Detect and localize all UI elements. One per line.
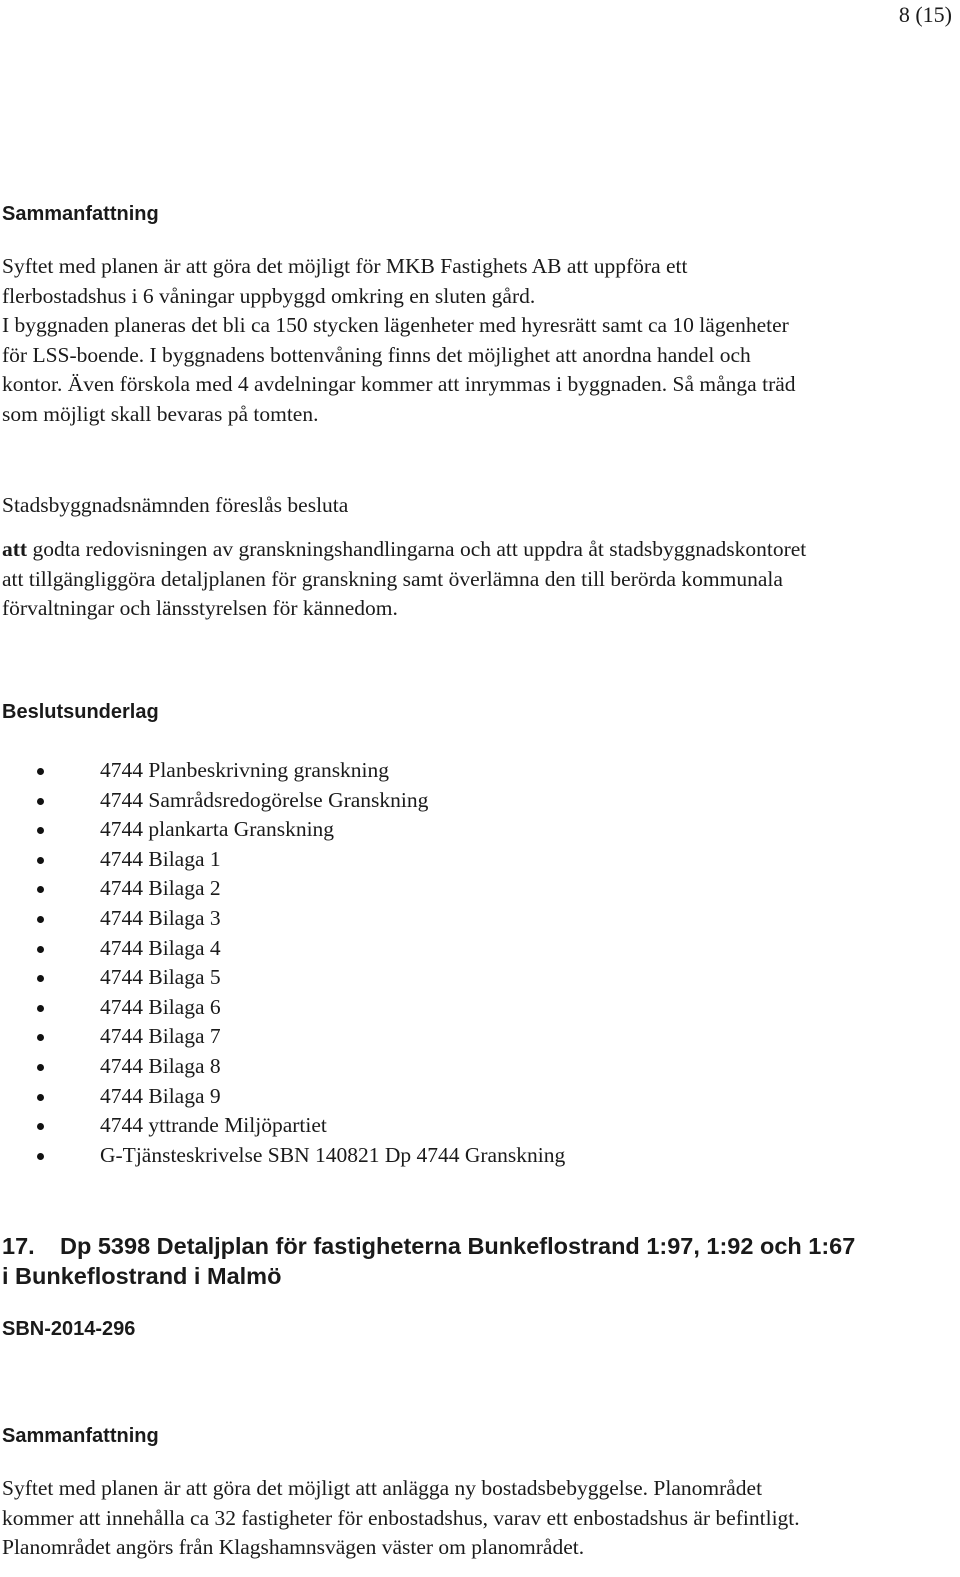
list-item: [0, 1111, 565, 1141]
bullet-icon: [37, 827, 44, 834]
summary-heading: Sammanfattning: [2, 1425, 159, 1447]
proposal-paragraph: [2, 535, 957, 624]
list-item: [0, 1052, 565, 1082]
agenda-item-title-line: [2, 1231, 957, 1261]
summary-line: I byggnaden planeras det bli ca 150 stycken lägenheter med hyresrätt samt ca 10 lägenheter: [2, 313, 789, 337]
summary-line: kontor. Även förskola med 4 avdelningar kommer att inrymmas i byggnaden. Så många träd: [2, 372, 796, 396]
list-item: [0, 874, 565, 904]
list-item: [0, 934, 565, 964]
list-item: [0, 993, 565, 1023]
summary-line: Planområdet angörs från Klagshamnsvägen väster om planområdet.: [2, 1535, 585, 1559]
proposal-line-text: godta redovisningen av granskningshandlingarna och att uppdra åt stadsbyggnadskontoret: [27, 537, 807, 561]
list-item: [0, 815, 565, 845]
list-item-label: 4744 Bilaga 8: [100, 1053, 221, 1078]
bullet-icon: [37, 975, 44, 982]
list-item: [0, 904, 565, 934]
bullet-icon: [37, 857, 44, 864]
list-item: [0, 1082, 565, 1112]
list-item: [0, 786, 565, 816]
page-number: 8 (15): [898, 2, 952, 27]
bullet-icon: [37, 1123, 44, 1130]
summary-line: Syftet med planen är att göra det möjligt att anlägga ny bostadsbebyggelse. Planområdet: [2, 1476, 763, 1500]
proposal-line: att tillgängliggöra detaljplanen för granskning samt överlämna den till berörda kommunala: [2, 566, 783, 591]
bullet-icon: [37, 798, 44, 805]
summary-paragraph: [2, 252, 957, 429]
bullet-icon: [37, 916, 44, 923]
list-item: [0, 845, 565, 875]
list-item-label: 4744 Bilaga 1: [100, 846, 221, 871]
list-item-label: 4744 plankarta Granskning: [100, 817, 335, 842]
bullet-icon: [37, 1034, 44, 1041]
proposal-keyword: att: [2, 537, 28, 561]
agenda-item-number: 17.: [2, 1233, 35, 1259]
bullet-icon: [37, 1064, 44, 1071]
basis-heading: Beslutsunderlag: [2, 701, 159, 723]
summary-paragraph: [2, 1474, 957, 1563]
basis-list: [0, 756, 565, 1170]
list-item: [0, 963, 565, 993]
list-item-label: 4744 Bilaga 9: [100, 1083, 221, 1108]
summary-line: flerbostadshus i 6 våningar uppbyggd omkring en sluten gård.: [2, 283, 536, 308]
list-item: [0, 1022, 565, 1052]
summary-heading: Sammanfattning: [2, 203, 159, 225]
summary-line: som möjligt skall bevaras på tomten.: [2, 401, 319, 426]
list-item-label: 4744 Bilaga 7: [100, 1024, 221, 1049]
bullet-icon: [37, 1094, 44, 1101]
bullet-icon: [37, 1005, 44, 1012]
list-item-label: 4744 Samrådsredogörelse Granskning: [100, 787, 429, 812]
list-item: [0, 756, 565, 786]
list-item-label: G-Tjänsteskrivelse SBN 140821 Dp 4744 Granskning: [100, 1142, 566, 1167]
list-item-label: 4744 Bilaga 5: [100, 965, 221, 990]
list-item-label: 4744 Bilaga 2: [100, 876, 221, 901]
proposal-line: [2, 535, 957, 565]
agenda-item-title-text: Dp 5398 Detaljplan för fastigheterna Bunkeflostrand 1:97, 1:92 och 1:67: [60, 1233, 856, 1259]
bullet-icon: [37, 886, 44, 893]
list-item-label: 4744 yttrande Miljöpartiet: [100, 1113, 327, 1138]
proposal-intro: Stadsbyggnadsnämnden föreslås besluta: [2, 493, 349, 517]
summary-line: för LSS-boende. I byggnadens bottenvåning finns det möjlighet att anordna handel och: [2, 342, 751, 367]
list-item-label: 4744 Planbeskrivning granskning: [100, 758, 390, 782]
case-number: SBN-2014-296: [2, 1318, 136, 1340]
agenda-item-title: [2, 1231, 957, 1291]
summary-line: kommer att innehålla ca 32 fastigheter för enbostadshus, varav ett enbostadshus är befintligt.: [2, 1505, 800, 1530]
list-item-label: 4744 Bilaga 6: [100, 994, 221, 1019]
bullet-icon: [37, 946, 44, 953]
list-item: [0, 1141, 565, 1171]
list-item-label: 4744 Bilaga 3: [100, 905, 221, 930]
summary-line: Syftet med planen är att göra det möjligt för MKB Fastighets AB att uppföra ett: [2, 254, 688, 278]
bullet-icon: [37, 768, 44, 775]
proposal-line: förvaltningar och länsstyrelsen för kännedom.: [2, 596, 398, 620]
bullet-icon: [37, 1153, 44, 1160]
agenda-item-title-line: i Bunkeflostrand i Malmö: [2, 1263, 282, 1289]
list-item-label: 4744 Bilaga 4: [100, 935, 221, 960]
